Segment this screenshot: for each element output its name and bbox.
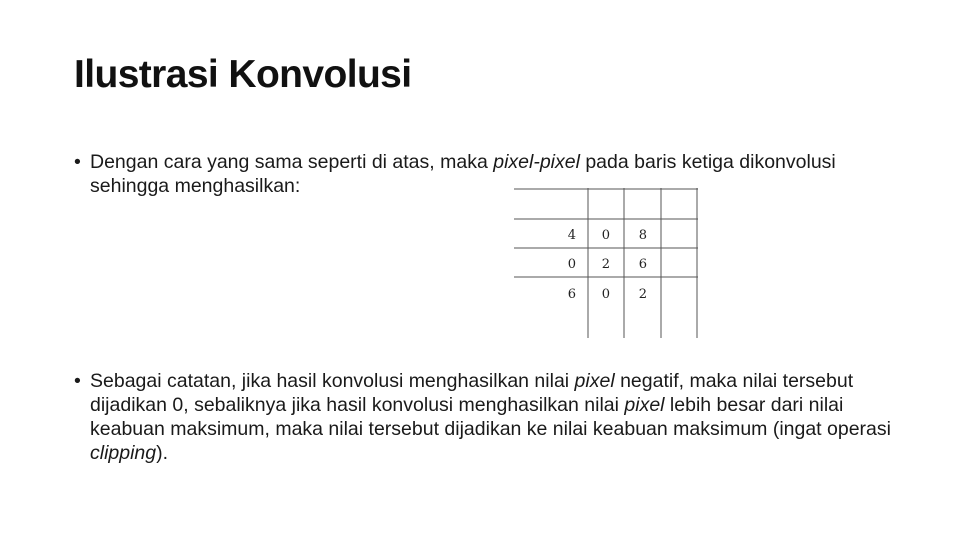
- bullet-1-text: [74, 150, 894, 198]
- matrix-cell-r2-c1: 0: [601, 287, 610, 302]
- bullet-2-marker: •: [74, 370, 81, 392]
- bullet-1-part1: Dengan cara yang sama seperti di atas, maka: [90, 151, 494, 173]
- matrix-cell-r1-c2: 6: [638, 257, 647, 272]
- bullet-1-part2: pada baris ketiga dikonvolusi sehingga menghasilkan:: [90, 151, 836, 197]
- bullet-2-part3: lebih besar dari nilai keabuan maksimum, maka nilai tersebut dijadikan ke nilai keabuan maksimum (ingat operasi: [90, 394, 891, 440]
- bullet-2-part4: ).: [156, 442, 169, 464]
- matrix-cell-r2-c2: 2: [638, 287, 647, 302]
- bullet-1: [74, 150, 894, 198]
- matrix-cell-r1-c0: 0: [567, 257, 576, 272]
- bullet-2-italic3: clipping: [90, 442, 157, 464]
- bullet-2-text: [74, 369, 894, 465]
- grid-cells: [568, 228, 647, 302]
- matrix-cell-r0-c2: 8: [638, 228, 647, 243]
- bullet-2-italic1: pixel: [574, 370, 615, 392]
- result-matrix-svg: [514, 188, 698, 338]
- matrix-cell-r1-c1: 2: [601, 257, 610, 272]
- matrix-cell-r2-c0: 6: [567, 287, 576, 302]
- bullet-2-italic2: pixel: [624, 394, 665, 416]
- bullet-2-part2: negatif, maka nilai tersebut dijadikan 0, sebaliknya jika hasil konvolusi menghasilkan nilai: [90, 370, 854, 416]
- bullet-2: [74, 369, 894, 465]
- bullet-1-italic1: pixel-pixel: [493, 151, 580, 173]
- matrix-cell-r0-c0: 4: [567, 228, 576, 243]
- slide-title: Ilustrasi Konvolusi: [74, 53, 412, 96]
- bullet-1-marker: •: [74, 151, 81, 173]
- matrix-cell-r0-c1: 0: [601, 228, 610, 243]
- bullet-2-part1: Sebagai catatan, jika hasil konvolusi menghasilkan nilai: [90, 370, 575, 392]
- result-matrix: [514, 188, 698, 338]
